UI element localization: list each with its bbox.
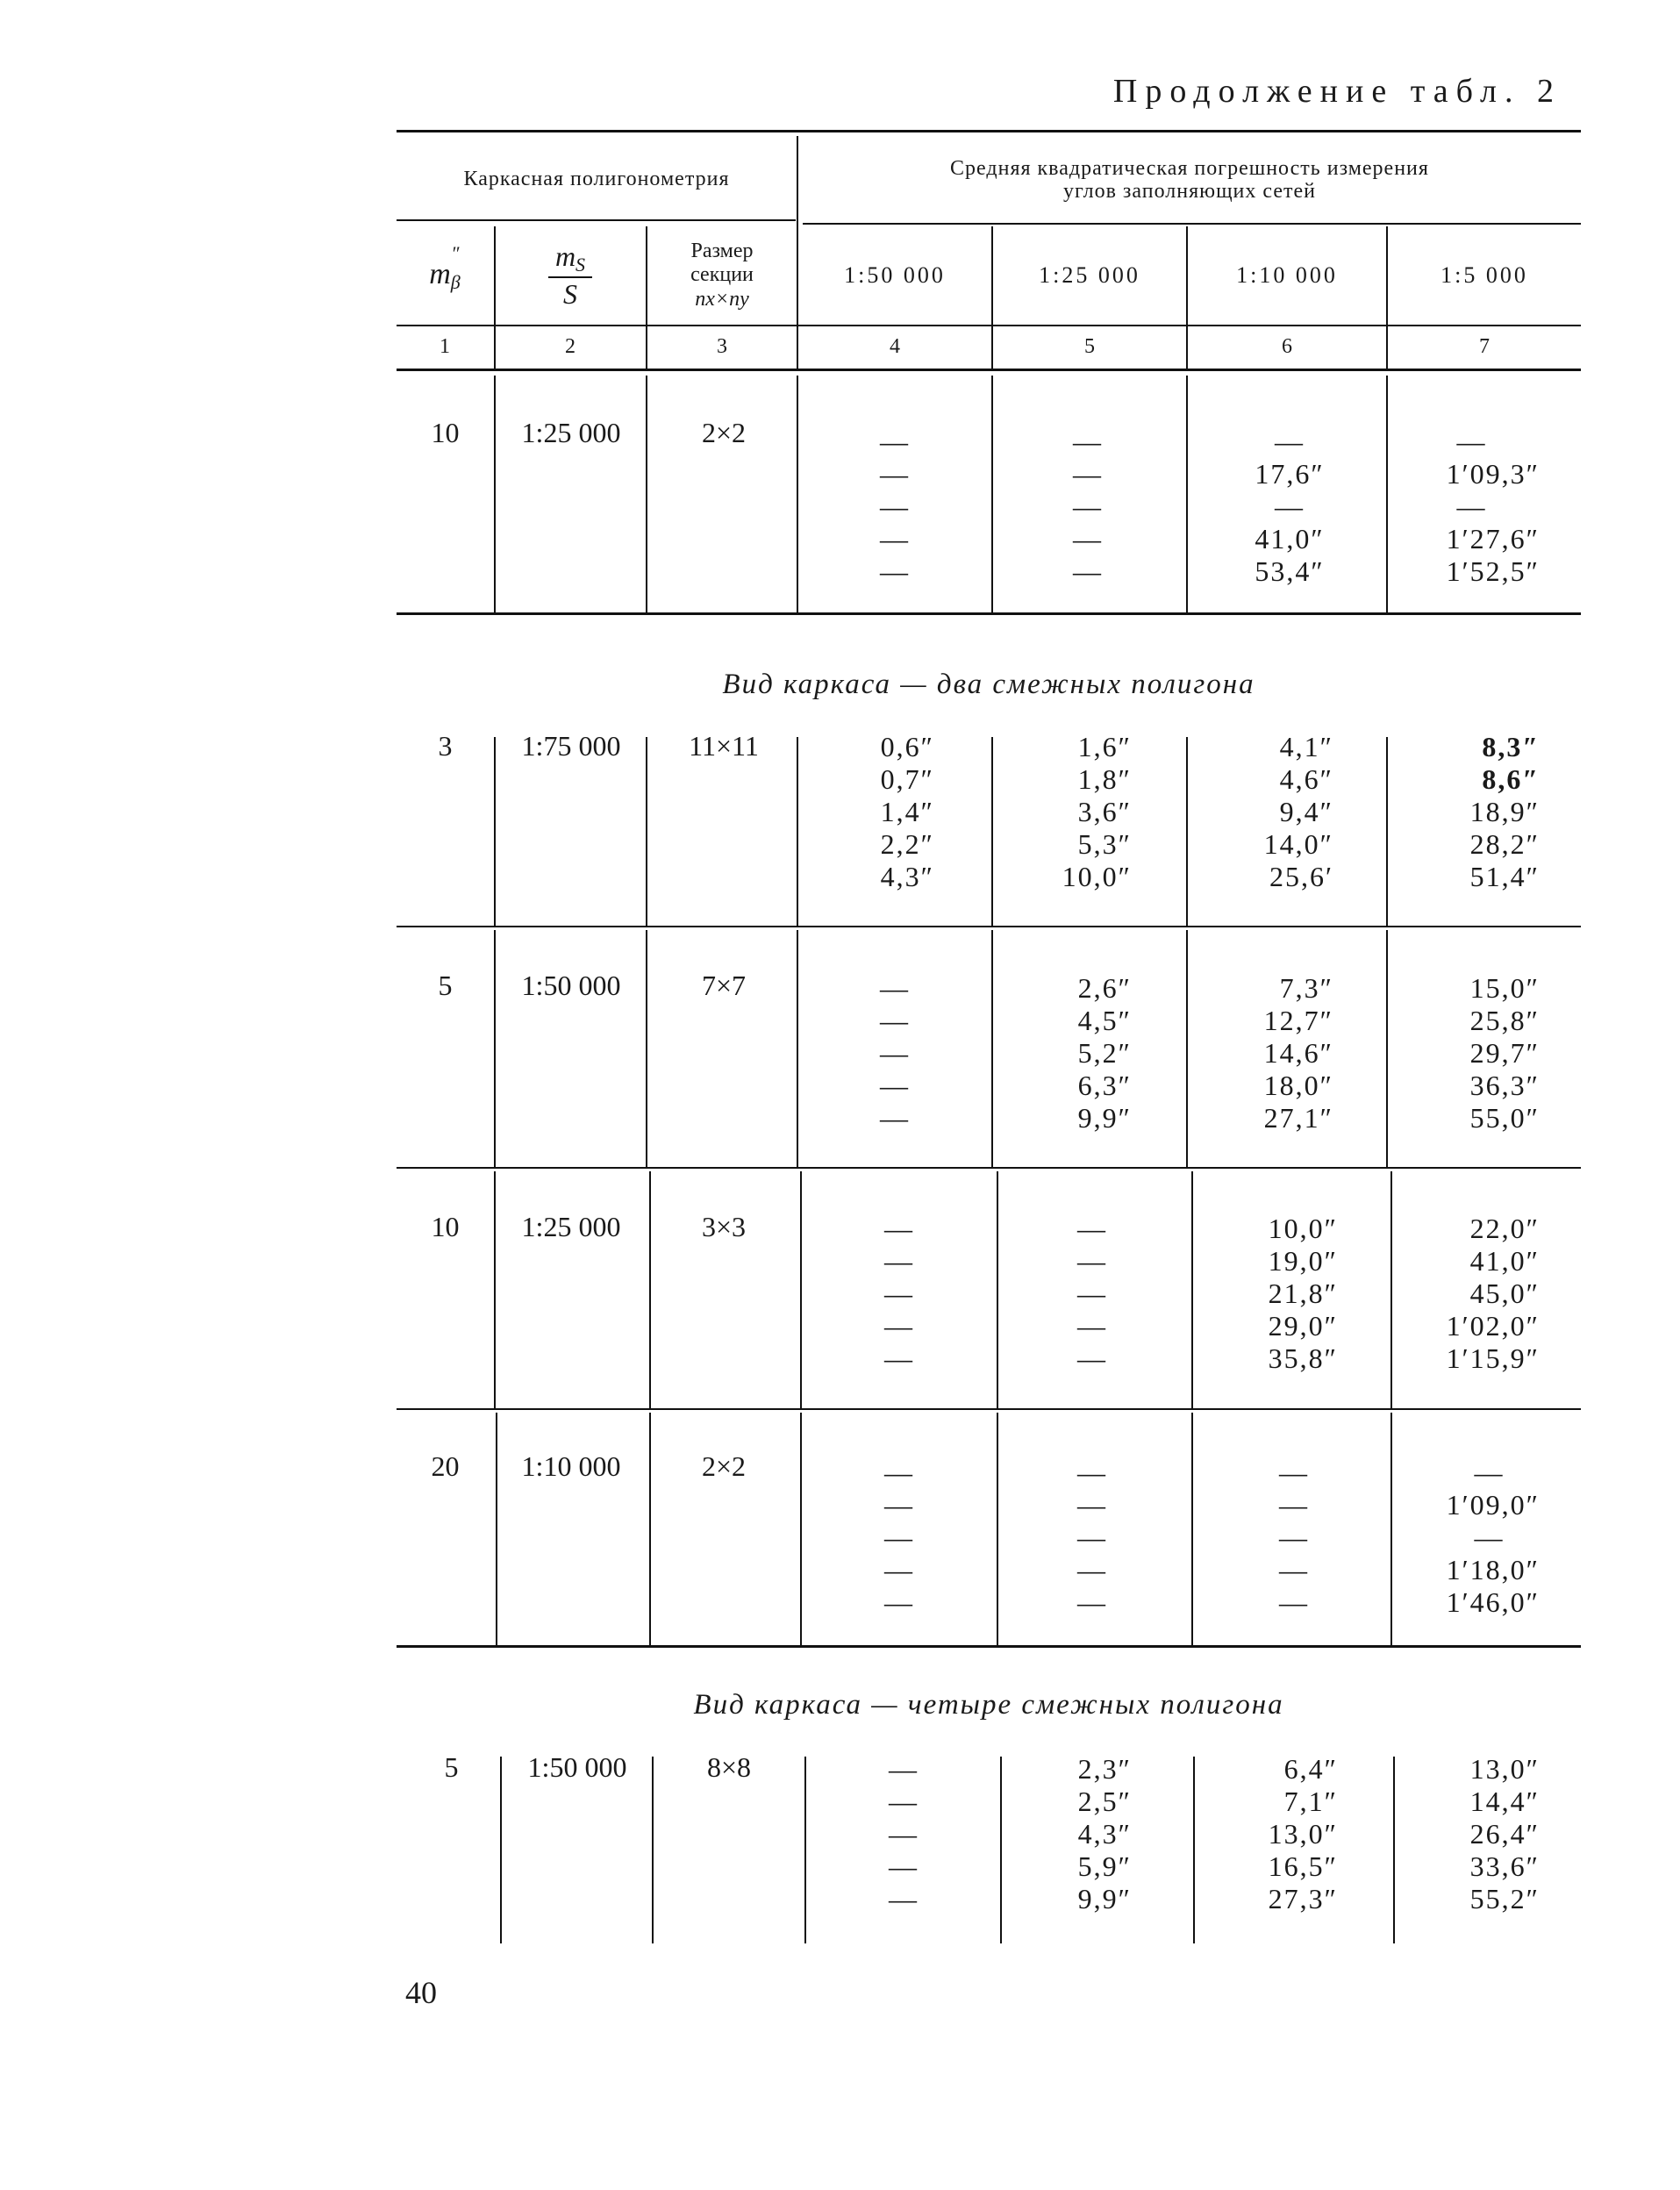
header-colnum-6: 6 [1282,335,1292,359]
row-divider [494,1171,496,1408]
cell-values-c5 [1009,731,1132,893]
cell-values-c6 [1241,1456,1347,1619]
cell-section-size: 11×11 [689,730,759,762]
header-col3-line2: секции [690,263,754,287]
value: 4,5″ [1077,1005,1132,1036]
cell-section-size: 8×8 [706,1751,752,1783]
section-title-two-polygons: Вид каркаса — два смежных полигона [722,669,1255,700]
value: 1,4″ [880,796,934,827]
value: 9,9″ [1077,1883,1132,1914]
value: — [1279,1489,1309,1521]
cell-m-beta: 10 [431,417,460,448]
cell-values-c6 [1215,1213,1338,1375]
value: 55,2″ [1469,1883,1540,1914]
value: 1,8″ [1077,763,1132,795]
value: — [880,1070,910,1101]
row-divider [494,737,496,926]
cell-values-c4 [847,1213,952,1375]
value: 14,6″ [1263,1037,1333,1069]
row-divider [1191,1171,1193,1408]
table-top-rule [397,130,1581,132]
value: 7,1″ [1283,1786,1338,1817]
row-divider [1386,737,1388,926]
cell-m-beta: 10 [431,1211,460,1242]
cell-values-c5 [1035,426,1140,588]
value: — [1073,426,1103,457]
section-title-four-polygons: Вид каркаса — четыре смежных полигона [693,1689,1284,1721]
value: 4,3″ [1077,1818,1132,1850]
value: — [1077,1213,1107,1244]
header-colnum-5: 5 [1084,335,1095,359]
value: — [1456,490,1487,522]
value: 4,1″ [1279,731,1333,762]
value: — [880,426,910,457]
row-divider [797,376,798,612]
value: 53,4″ [1255,555,1325,587]
value: 2,6″ [1077,972,1132,1004]
cell-values-c5 [1040,1213,1145,1375]
value: 2,3″ [1077,1753,1132,1785]
row-divider [646,930,647,1167]
header-rule-right [803,223,1581,225]
value: 33,6″ [1469,1850,1540,1882]
value: — [880,490,910,522]
value: 41,0″ [1469,1245,1540,1277]
value: — [884,1586,914,1618]
row-divider [1393,1757,1395,1943]
value: 14,4″ [1469,1786,1540,1817]
row-divider [646,737,647,926]
row-divider [494,930,496,1167]
value: — [889,1818,919,1850]
value: 3,6″ [1077,796,1132,827]
row-divider [1386,376,1388,612]
value: 29,7″ [1469,1037,1540,1069]
value: — [880,458,910,490]
section-rule [397,612,1581,615]
value: 19,0″ [1268,1245,1338,1277]
value: — [880,523,910,555]
value: 18,9″ [1469,796,1540,827]
cell-ratio: 1:10 000 [521,1450,621,1482]
value: 13,0″ [1469,1753,1540,1785]
value: — [884,1245,914,1277]
value: 8,3″ [1482,731,1540,762]
value: 36,3″ [1469,1070,1540,1101]
cell-values-c4 [842,972,947,1134]
value: — [1279,1521,1309,1553]
value: 25,8″ [1469,1005,1540,1036]
value: 7,3″ [1279,972,1333,1004]
value: 8,6″ [1482,763,1540,795]
row-divider [652,1757,654,1943]
value: 1,6″ [1077,731,1132,762]
value: 2,5″ [1077,1786,1132,1817]
row-divider [1191,1413,1193,1645]
cell-values-c7 [1404,1456,1540,1619]
value: 41,0″ [1255,523,1325,555]
header-col3-section-size [647,230,797,321]
cell-ratio: 1:25 000 [521,417,621,448]
cell-m-beta: 20 [431,1450,460,1482]
value: — [884,1521,914,1553]
value: 0,6″ [880,731,934,762]
header-col2-den: S [562,277,577,310]
cell-values-c5 [1009,972,1132,1134]
header-group-right-line1: Средняя квадратическая погрешность измерения [950,156,1429,180]
cell-m-beta: 3 [438,730,453,762]
cell-m-beta: 5 [438,970,453,1001]
value: — [884,1310,914,1342]
value: 27,1″ [1263,1102,1333,1134]
value: — [880,972,910,1004]
table-continuation-label: Продолжение табл. 2 [1112,73,1562,110]
value: 21,8″ [1268,1278,1338,1309]
cell-section-size: 7×7 [701,970,747,1001]
header-col1-sym: m [429,257,451,290]
cell-m-beta: 5 [444,1751,459,1783]
row-divider [997,1171,998,1408]
value: 25,6′ [1269,861,1333,892]
value: 1′15,9″ [1446,1342,1540,1374]
header-scale-10000: 1:10 000 [1236,262,1338,289]
cell-section-size: 2×2 [701,417,747,448]
value: — [880,1037,910,1069]
value: — [884,1342,914,1374]
cell-ratio: 1:75 000 [521,730,621,762]
value: — [1077,1489,1107,1521]
value: — [1077,1310,1107,1342]
page-number: 40 [405,1975,437,2010]
cell-ratio: 1:50 000 [521,970,621,1001]
cell-values-c7 [1404,731,1540,893]
header-col2-num-sub: S [575,253,586,276]
header-colnum-7: 7 [1479,335,1490,359]
value: 1′46,0″ [1446,1586,1540,1618]
header-col1-sub: β [450,270,461,293]
cell-values-c6 [1215,1753,1338,1915]
cell-values-c7 [1404,1213,1540,1375]
value: — [884,1456,914,1488]
cell-ratio: 1:50 000 [527,1751,627,1783]
value: 13,0″ [1268,1818,1338,1850]
value: 10,0″ [1268,1213,1338,1244]
value: 5,2″ [1077,1037,1132,1069]
header-group-left: Каркасная полигонометрия [463,167,730,190]
cell-values-c7 [1404,426,1540,588]
value: 22,0″ [1469,1213,1540,1244]
row-divider [1000,1757,1002,1943]
row-divider [500,1757,502,1943]
value: — [1279,1554,1309,1585]
value: — [1275,426,1305,457]
header-colnum-2: 2 [565,335,575,359]
header-col3-line1: Размер [690,239,754,262]
value: 2,2″ [880,828,934,860]
header-scale-50000: 1:50 000 [844,262,946,289]
value: — [889,1850,919,1882]
value: — [1077,1245,1107,1277]
cell-values-c7 [1404,1753,1540,1915]
cell-ratio: 1:25 000 [521,1211,621,1242]
row-divider [1193,1757,1195,1943]
value: — [889,1786,919,1817]
value: — [889,1883,919,1914]
value: 0,7″ [880,763,934,795]
header-scale-25000: 1:25 000 [1039,262,1140,289]
value: 1′18,0″ [1446,1554,1540,1585]
value: — [1077,1554,1107,1585]
value: 35,8″ [1268,1342,1338,1374]
header-colnum-4: 4 [890,335,900,359]
value: 1′09,0″ [1446,1489,1540,1521]
row-divider [1186,737,1188,926]
value: 12,7″ [1263,1005,1333,1036]
value: 14,0″ [1263,828,1333,860]
row-rule [397,926,1581,927]
row-divider [800,1413,802,1645]
cell-values-c6 [1211,731,1333,893]
row-divider [800,1171,802,1408]
header-rule-columns [397,325,1581,326]
value: — [1077,1456,1107,1488]
value: 4,3″ [880,861,934,892]
row-divider [804,1757,806,1943]
row-divider [494,376,496,612]
cell-values-c7 [1404,972,1540,1134]
value: — [1077,1278,1107,1309]
value: — [1073,458,1103,490]
row-divider [991,737,993,926]
row-rule [397,1167,1581,1169]
cell-values-c4 [847,1456,952,1619]
value: — [1077,1342,1107,1374]
value: — [1073,523,1103,555]
value: 6,3″ [1077,1070,1132,1101]
header-col1-m-beta [397,230,493,321]
value: 6,4″ [1283,1753,1338,1785]
value: 10,0″ [1062,861,1132,892]
row-divider [1386,930,1388,1167]
row-divider [1186,930,1188,1167]
value: — [1077,1521,1107,1553]
row-divider [991,376,993,612]
row-divider [649,1171,651,1408]
value: — [880,1102,910,1134]
value: — [1275,490,1305,522]
cell-values-c6 [1224,426,1355,588]
value: 5,9″ [1077,1850,1132,1882]
header-rule-numbers [397,369,1581,371]
value: 1′52,5″ [1446,555,1540,587]
value: — [884,1278,914,1309]
value: 1′27,6″ [1446,523,1540,555]
value: 29,0″ [1268,1310,1338,1342]
value: 5,3″ [1077,828,1132,860]
value: — [1474,1521,1505,1553]
value: 45,0″ [1469,1278,1540,1309]
value: — [884,1489,914,1521]
row-divider [1186,376,1188,612]
header-colnum-3: 3 [717,335,727,359]
cell-values-c4 [825,731,934,893]
value: 17,6″ [1255,458,1325,490]
row-divider [997,1413,998,1645]
value: — [1073,555,1103,587]
cell-values-c4 [851,1753,956,1915]
value: 28,2″ [1469,828,1540,860]
header-rule-left [397,219,796,221]
value: — [1073,490,1103,522]
value: — [1456,426,1487,457]
header-group-right-line2: углов заполняющих сетей [1063,180,1316,203]
header-col1-mark: ″ [452,241,461,264]
row-rule [397,1408,1581,1410]
cell-values-c6 [1211,972,1333,1134]
cell-values-c4 [842,426,947,588]
value: 1′02,0″ [1446,1310,1540,1342]
value: — [1474,1456,1505,1488]
row-divider [496,1413,497,1645]
header-col2-num: m [554,240,576,272]
value: — [1279,1586,1309,1618]
value: 4,6″ [1279,763,1333,795]
row-divider [649,1413,651,1645]
cell-section-size: 3×3 [701,1211,747,1242]
value: — [1077,1586,1107,1618]
row-divider [797,737,798,926]
row-divider [646,376,647,612]
value: — [889,1753,919,1785]
row-divider [1390,1413,1392,1645]
value: 27,3″ [1268,1883,1338,1914]
value: — [880,555,910,587]
value: — [884,1213,914,1244]
value: 15,0″ [1469,972,1540,1004]
header-col3-line3: nx×ny [695,287,749,311]
value: 26,4″ [1469,1818,1540,1850]
row-divider [797,930,798,1167]
row-divider [1390,1171,1392,1408]
cell-section-size: 2×2 [701,1450,747,1482]
value: — [880,1005,910,1036]
value: 1′09,3″ [1446,458,1540,490]
row-divider [991,930,993,1167]
value: 51,4″ [1469,861,1540,892]
value: 18,0″ [1263,1070,1333,1101]
value: 16,5″ [1268,1850,1338,1882]
value: — [884,1554,914,1585]
header-group-right [798,145,1581,215]
value: 9,9″ [1077,1102,1132,1134]
section-rule [397,1645,1581,1648]
cell-values-c5 [1040,1456,1145,1619]
header-colnum-1: 1 [440,335,450,359]
header-col2-ms-over-s [496,230,645,321]
value: 9,4″ [1279,796,1333,827]
cell-values-c5 [1009,1753,1132,1915]
header-scale-5000: 1:5 000 [1441,262,1528,289]
value: 55,0″ [1469,1102,1540,1134]
value: — [1279,1456,1309,1488]
